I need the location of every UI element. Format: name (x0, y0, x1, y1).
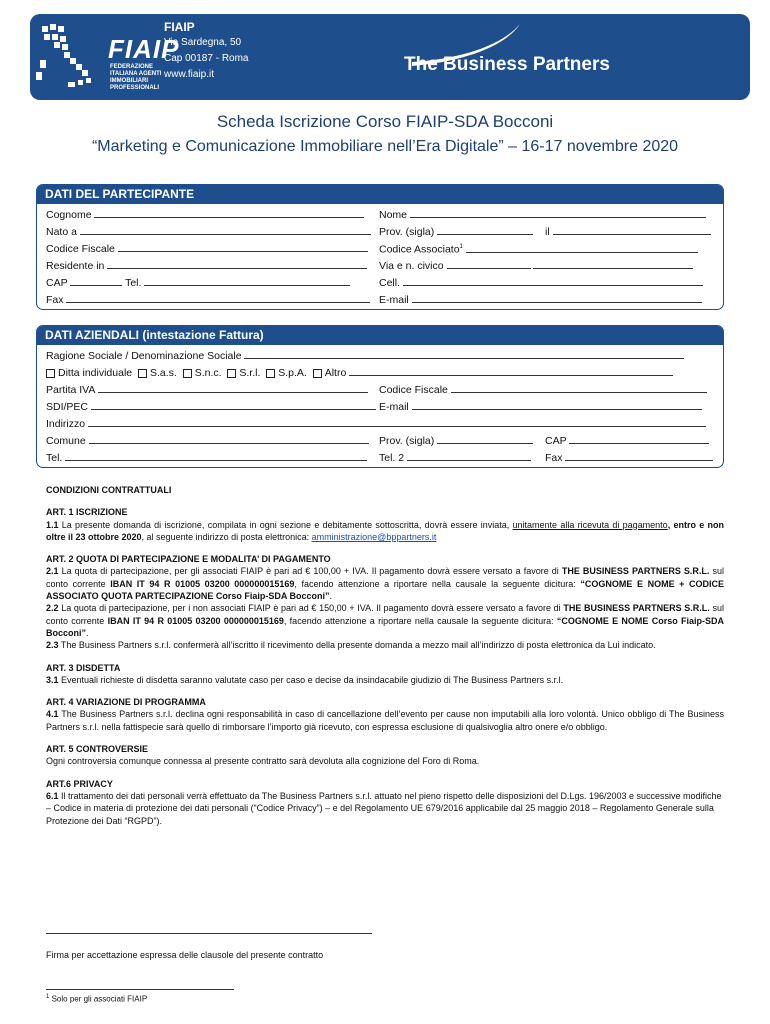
form-title: Scheda Iscrizione Corso FIAIP-SDA Bocconi (216, 112, 554, 131)
partner-logo-text: The Business Partners (404, 54, 610, 75)
row-piva (46, 380, 723, 397)
field-cap[interactable] (70, 273, 122, 286)
website: www.fiaip.it (164, 69, 215, 80)
label-fax: Fax (46, 294, 64, 306)
checkbox-icon (227, 369, 236, 378)
label-indirizzo: Indirizzo (46, 418, 86, 430)
field-prov[interactable] (437, 222, 533, 235)
label-cognome: Cognome (46, 209, 92, 221)
field-codice-fiscale[interactable] (118, 239, 368, 252)
field-partita-iva[interactable] (98, 380, 368, 393)
field-tel[interactable] (144, 273, 350, 286)
field-company-tel2[interactable] (407, 448, 531, 461)
art2-title: ART. 2 QUOTA DI PARTECIPAZIONE E MODALITA’ DI PAGAMENTO (46, 554, 331, 565)
row-ragione-sociale (46, 346, 723, 363)
field-email[interactable] (412, 290, 702, 303)
option-srl[interactable]: S.r.l. (227, 367, 260, 379)
label-nato-a: Nato a (46, 226, 77, 238)
fiaip-logo-text: FIAIP (108, 34, 180, 64)
label-company-tel: Tel. (46, 452, 63, 464)
art2-3-text: 2.3 The Business Partners s.r.l. confermerà all’iscritto il ricevimento della presente domanda a mezzo mail all’indirizzo di posta elettronica da Lui indicato. (46, 640, 656, 651)
art1-title: ART. 1 ISCRIZIONE (46, 507, 128, 518)
label-residente-in: Residente in (46, 260, 105, 272)
signature-label: Firma per accettazione espressa delle clausole del presente contratto (46, 950, 324, 960)
art4-text: 4.1 The Business Partners s.r.l. declina ogni responsabilità in caso di cancellazione dell’evento per cause non imputabili alla loro volontà. Unico obbligo di The Business Partners s.r.l. nella fattispecie sarà quello di rimborsare l’importo già ricevuto, con espressa esclusione di qualsivoglia altro onere e/o obbligo. (46, 709, 724, 732)
course-title: “Marketing e Comunicazione Immobiliare nell’Era Digitale” – 16-17 novembre 2020 (91, 138, 679, 155)
art5-text: Ogni controversia comunque connessa al presente contratto sarà devoluta alla cognizione del Foro di Roma. (46, 756, 480, 767)
field-codice-associato[interactable] (466, 240, 698, 253)
fiaip-logo-subtext: FEDERAZIONE ITALIANA AGENTI IMMOBILIARI PROFESSIONALI (110, 64, 162, 91)
field-company-cf[interactable] (451, 380, 707, 393)
label-company-cf: Codice Fiscale (379, 384, 448, 396)
admin-email-link[interactable]: amministrazione@bppartners.it (311, 531, 437, 542)
italy-map-icon (34, 20, 102, 90)
checkbox-icon (46, 369, 55, 378)
option-ditta[interactable]: Ditta individuale (46, 367, 132, 379)
row-indirizzo (46, 414, 723, 431)
option-sas[interactable]: S.a.s. (138, 367, 177, 379)
art4-title: ART. 4 VARIAZIONE DI PROGRAMMA (46, 697, 206, 708)
participant-heading: DATI DEL PARTECIPANTE (37, 185, 723, 204)
footnote: $^1$ Solo per gli associati FIAIP (46, 994, 148, 1004)
label-via-civico: Via e n. civico (379, 260, 444, 272)
checkbox-icon (138, 369, 147, 378)
label-codice-fiscale: Codice Fiscale (46, 243, 115, 255)
field-sdi-pec[interactable] (91, 397, 376, 410)
row-comune (46, 431, 723, 448)
art3-title: ART. 3 DISDETTA (46, 662, 121, 673)
row-codice (46, 239, 723, 256)
field-comune[interactable] (89, 431, 369, 444)
address-line1: Via Sardegna, 50 (164, 37, 242, 48)
header-band (30, 14, 750, 100)
field-company-fax[interactable] (565, 448, 713, 461)
checkbox-icon (313, 369, 322, 378)
row-tel (46, 448, 723, 465)
art6-title: ART.6 PRIVACY (46, 778, 113, 789)
label-prov: Prov. (sigla) (379, 226, 435, 238)
row-cognome-nome (46, 205, 723, 222)
field-residente-in[interactable] (107, 256, 367, 269)
address-line2: Cap 00187 - Roma (164, 53, 249, 64)
field-company-email[interactable] (412, 397, 702, 410)
field-nato-a[interactable] (80, 222, 371, 235)
art3-text: 3.1 Eventuali richieste di disdetta saranno valutate caso per caso e decise da insindacabile giudizio di The Business Partners s.r.l. (46, 674, 564, 685)
field-fax[interactable] (66, 290, 370, 303)
company-section (36, 325, 724, 468)
field-altro[interactable] (349, 363, 673, 376)
label-comune: Comune (46, 435, 86, 447)
label-company-tel2: Tel. 2 (379, 452, 405, 464)
option-spa[interactable]: S.p.A. (266, 367, 307, 379)
field-company-prov[interactable] (437, 431, 533, 444)
label-nome: Nome (379, 209, 408, 221)
field-cell[interactable] (403, 273, 703, 286)
art2-2-text: 2.2 La quota di partecipazione, per i non associati FIAIP è pari ad € 150,00 + IVA. Il pagamento dovrà essere versato a favore di THE BUSINESS PARTNERS S.R.L. sul conto corrente IBAN IT 94 R 01005 03200 000000015169, facendo attenzione a riportare nella causale la seguente dicitura: “COGNOME E NOME Corso Fiaip-SDA Bocconi”. (46, 603, 724, 638)
art2-1-text: 2.1 La quota di partecipazione, per gli associati FIAIP è pari ad € 100,00 + IVA. Il pagamento dovrà essere versato a favore di THE BUSINESS PARTNERS S.R.L. sul conto corrente IBAN IT 94 R 01005 03200 000000015169, facendo attenzione a riportare nella causale la seguente dicitura: “COGNOME E NOME + CODICE ASSOCIATO QUOTA PARTECIPAZIONE Corso Fiaip-SDA Bocconi”. (46, 566, 724, 602)
label-company-fax: Fax (545, 452, 563, 464)
footnote-divider (46, 989, 234, 990)
field-cognome[interactable] (94, 205, 364, 218)
field-via[interactable] (447, 256, 531, 269)
label-company-email: E-mail (379, 401, 409, 413)
field-il[interactable] (553, 222, 711, 235)
row-fax-email (46, 290, 723, 307)
label-ragione-sociale: Ragione Sociale / Denominazione Sociale (46, 350, 242, 362)
label-company-cap: CAP (545, 435, 567, 447)
field-ragione-sociale[interactable] (244, 346, 684, 359)
label-partita-iva: Partita IVA (46, 384, 95, 396)
label-email: E-mail (379, 294, 409, 306)
row-residente (46, 256, 723, 273)
label-codice-associato: Codice Associato (379, 243, 460, 256)
row-cap-tel (46, 273, 723, 290)
label-il: il (545, 226, 550, 238)
option-altro[interactable]: Altro (313, 367, 347, 379)
label-sdi-pec: SDI/PEC (46, 401, 89, 413)
label-cap: CAP (46, 277, 68, 289)
row-nato-prov (46, 222, 723, 239)
field-nome[interactable] (410, 205, 706, 218)
field-company-tel[interactable] (65, 448, 367, 461)
label-company-prov: Prov. (sigla) (379, 435, 435, 447)
org-name: FIAIP (164, 20, 195, 34)
art5-title: ART. 5 CONTROVERSIE (46, 744, 149, 755)
label-cell: Cell. (379, 277, 401, 289)
row-company-type (46, 363, 723, 380)
option-snc[interactable]: S.n.c. (183, 367, 222, 379)
label-tel: Tel. (125, 277, 142, 289)
contract-heading: CONDIZIONI CONTRATTUALI (46, 485, 172, 495)
address-block (164, 19, 249, 83)
checkbox-icon (183, 369, 192, 378)
contract-terms (46, 484, 724, 827)
checkbox-icon (266, 369, 275, 378)
field-indirizzo[interactable] (88, 414, 706, 427)
art6-text: 6.1 Il trattamento dei dati personali verrà effettuato da The Business Partners s.r.l. attuato nel pieno rispetto delle disposizioni del D.Lgs. 196/2003 e successive modifiche – Codice in materia di protezione dei dati personali (“Codice Privacy”) – e del Regolamento UE 679/2016 applicabile dal 25 maggio 2018 – Regolamento Generale sulla Protezione dei Dati “RGPD”). (46, 790, 722, 826)
art1-text: 1.1 La presente domanda di iscrizione, compilata in ogni sezione e debitamente sottoscritta, dovrà essere inviata, unitamente alla ricevuta di pagamento, entro e non oltre il 23 ottobre 2020, al seguente indirizzo di posta elettronica: amministrazione@bppartners.it (46, 519, 725, 542)
company-heading: DATI AZIENDALI (intestazione Fattura) (37, 326, 723, 345)
row-sdi (46, 397, 723, 414)
field-company-cap[interactable] (569, 431, 709, 444)
signature-line[interactable] (46, 933, 372, 934)
footnote-marker: 1 (459, 244, 463, 250)
participant-section (36, 184, 724, 310)
field-civico[interactable] (533, 256, 693, 269)
